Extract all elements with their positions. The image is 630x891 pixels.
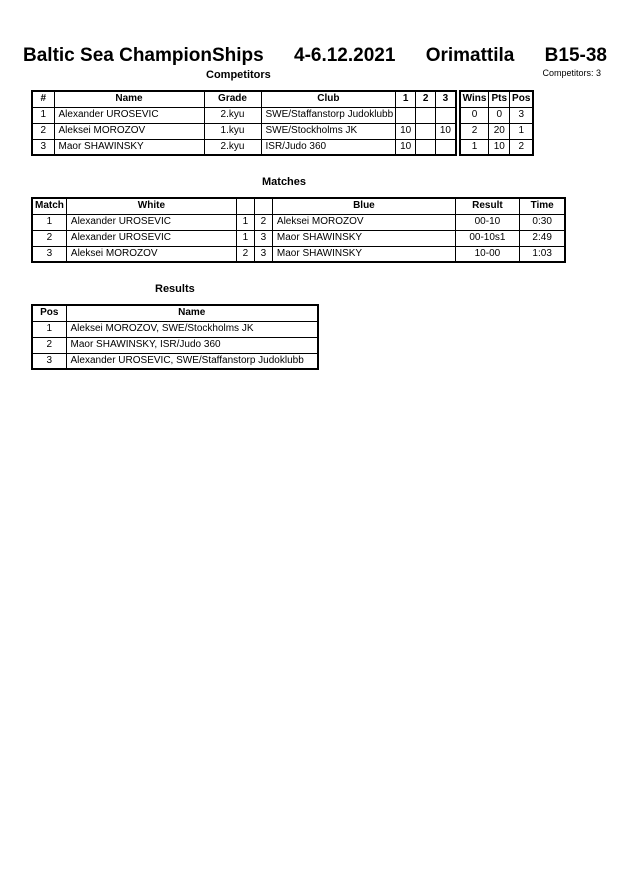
pos-value: 2 bbox=[510, 139, 534, 155]
tournament-location: Orimattila bbox=[425, 45, 515, 66]
col-header-result: Result bbox=[455, 198, 519, 214]
results-section-title: Results bbox=[155, 283, 195, 295]
score-vs-1: 10 bbox=[396, 123, 416, 139]
results-table bbox=[31, 304, 319, 370]
score-vs-1: 10 bbox=[396, 139, 416, 155]
blue-player: Maor SHAWINSKY bbox=[272, 230, 455, 246]
tournament-date: 4-6.12.2021 bbox=[294, 45, 396, 66]
white-player: Aleksei MOROZOV bbox=[66, 246, 236, 262]
matches-section bbox=[31, 197, 566, 263]
score-vs-3 bbox=[436, 107, 456, 123]
col-header-opp2: 2 bbox=[416, 91, 436, 107]
competitor-num: 3 bbox=[32, 139, 54, 155]
col-header-opp1: 1 bbox=[396, 91, 416, 107]
competitor-grade: 1.kyu bbox=[204, 123, 261, 139]
competitor-club: ISR/Judo 360 bbox=[261, 139, 396, 155]
pts-value: 10 bbox=[489, 139, 510, 155]
result-name: Aleksei MOROZOV, SWE/Stockholms JK bbox=[66, 321, 318, 337]
matches-table bbox=[31, 197, 566, 263]
table-row bbox=[460, 107, 534, 123]
competitor-club: SWE/Staffanstorp Judoklubb bbox=[261, 107, 396, 123]
white-player: Alexander UROSEVIC bbox=[66, 214, 236, 230]
competitors-count: Competitors: 3 bbox=[542, 68, 601, 78]
col-header-blue-num bbox=[254, 198, 272, 214]
table-row bbox=[32, 230, 565, 246]
competitor-num: 1 bbox=[32, 107, 54, 123]
match-num: 3 bbox=[32, 246, 66, 262]
result-pos: 1 bbox=[32, 321, 66, 337]
competitors-section bbox=[31, 90, 534, 156]
col-header-wins: Wins bbox=[460, 91, 489, 107]
table-row bbox=[32, 214, 565, 230]
col-header-name: Name bbox=[54, 91, 204, 107]
score-vs-3: 10 bbox=[436, 123, 456, 139]
matches-section-title: Matches bbox=[262, 176, 307, 188]
wins-value: 2 bbox=[460, 123, 489, 139]
blue-player-num: 3 bbox=[254, 246, 272, 262]
pos-value: 3 bbox=[510, 107, 534, 123]
competitor-name: Alexander UROSEVIC bbox=[54, 107, 204, 123]
score-vs-2 bbox=[416, 107, 436, 123]
white-player-num: 1 bbox=[236, 214, 254, 230]
match-num: 2 bbox=[32, 230, 66, 246]
col-header-opp3: 3 bbox=[436, 91, 456, 107]
pts-value: 0 bbox=[489, 107, 510, 123]
col-header-pts: Pts bbox=[489, 91, 510, 107]
competitor-name: Aleksei MOROZOV bbox=[54, 123, 204, 139]
results-section bbox=[31, 304, 319, 370]
page-title bbox=[23, 45, 607, 67]
matches-header-row bbox=[32, 198, 565, 214]
col-header-match: Match bbox=[32, 198, 66, 214]
competitor-grade: 2.kyu bbox=[204, 107, 261, 123]
score-vs-2 bbox=[416, 123, 436, 139]
col-header-club: Club bbox=[261, 91, 396, 107]
table-row bbox=[32, 139, 456, 155]
col-header-blue: Blue bbox=[272, 198, 455, 214]
competitor-num: 2 bbox=[32, 123, 54, 139]
col-header-white: White bbox=[66, 198, 236, 214]
table-row bbox=[460, 123, 534, 139]
col-header-num: # bbox=[32, 91, 54, 107]
result-pos: 2 bbox=[32, 337, 66, 353]
score-vs-3 bbox=[436, 139, 456, 155]
blue-player: Aleksei MOROZOV bbox=[272, 214, 455, 230]
match-time: 0:30 bbox=[519, 214, 565, 230]
white-player-num: 2 bbox=[236, 246, 254, 262]
tournament-name: Baltic Sea ChampionShips bbox=[23, 45, 264, 66]
blue-player-num: 3 bbox=[254, 230, 272, 246]
table-row bbox=[32, 337, 318, 353]
result-name: Maor SHAWINSKY, ISR/Judo 360 bbox=[66, 337, 318, 353]
competitor-name: Maor SHAWINSKY bbox=[54, 139, 204, 155]
competitor-grade: 2.kyu bbox=[204, 139, 261, 155]
col-header-pos: Pos bbox=[510, 91, 534, 107]
white-player: Alexander UROSEVIC bbox=[66, 230, 236, 246]
results-header-row bbox=[32, 305, 318, 321]
pos-value: 1 bbox=[510, 123, 534, 139]
table-row bbox=[32, 107, 456, 123]
table-row bbox=[32, 321, 318, 337]
col-header-white-num bbox=[236, 198, 254, 214]
blue-player-num: 2 bbox=[254, 214, 272, 230]
col-header-name: Name bbox=[66, 305, 318, 321]
col-header-grade: Grade bbox=[204, 91, 261, 107]
white-player-num: 1 bbox=[236, 230, 254, 246]
match-result: 00-10 bbox=[455, 214, 519, 230]
col-header-time: Time bbox=[519, 198, 565, 214]
match-num: 1 bbox=[32, 214, 66, 230]
match-result: 00-10s1 bbox=[455, 230, 519, 246]
competitor-club: SWE/Stockholms JK bbox=[261, 123, 396, 139]
table-row bbox=[32, 246, 565, 262]
match-result: 10-00 bbox=[455, 246, 519, 262]
blue-player: Maor SHAWINSKY bbox=[272, 246, 455, 262]
match-time: 1:03 bbox=[519, 246, 565, 262]
result-pos: 3 bbox=[32, 353, 66, 369]
table-row bbox=[32, 353, 318, 369]
pts-value: 20 bbox=[489, 123, 510, 139]
wins-value: 1 bbox=[460, 139, 489, 155]
competitors-section-title: Competitors bbox=[206, 69, 271, 81]
match-time: 2:49 bbox=[519, 230, 565, 246]
competitors-header-row bbox=[32, 91, 456, 107]
wins-value: 0 bbox=[460, 107, 489, 123]
result-name: Alexander UROSEVIC, SWE/Staffanstorp Judoklubb bbox=[66, 353, 318, 369]
score-vs-2 bbox=[416, 139, 436, 155]
competitors-score-table bbox=[459, 90, 535, 156]
table-row bbox=[32, 123, 456, 139]
score-vs-1 bbox=[396, 107, 416, 123]
weight-category: B15-38 bbox=[544, 45, 607, 66]
competitors-main-table bbox=[31, 90, 457, 156]
col-header-pos: Pos bbox=[32, 305, 66, 321]
table-row bbox=[460, 139, 534, 155]
score-header-row bbox=[460, 91, 534, 107]
